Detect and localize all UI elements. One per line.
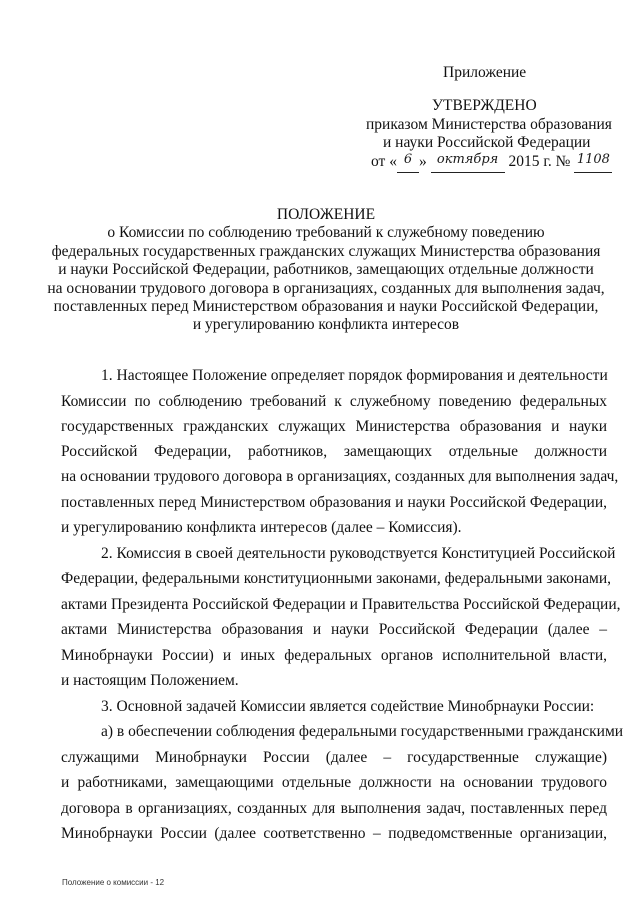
page-footer: Положение о комиссии - 12 bbox=[62, 878, 165, 887]
appendix-label: Приложение bbox=[443, 64, 527, 81]
order-number-handwritten: 1108 bbox=[576, 152, 610, 167]
paragraph-line: и настоящим Положением. bbox=[61, 672, 239, 689]
title-line: поставленных перед Министерством образования и науки Российской Федерации, bbox=[53, 298, 599, 315]
date-year: 2015 г. № bbox=[508, 153, 571, 170]
title-line: федеральных государственных гражданских служащих Министерства образования bbox=[51, 243, 601, 260]
paragraph-line: служащими Минобрнауки России (далее – государственные служащие) bbox=[61, 749, 607, 766]
document-heading: ПОЛОЖЕНИЕ bbox=[276, 206, 376, 223]
paragraph-line: 2. Комиссия в своей деятельности руководствуется Конституцией Российской bbox=[101, 545, 616, 562]
title-line: на основании трудового договора в организациях, созданных для выполнения задач, bbox=[47, 280, 605, 297]
paragraph-line: 1. Настоящее Положение определяет порядок формирования и деятельности bbox=[101, 367, 608, 384]
paragraph-line: 3. Основной задачей Комиссии является содействие Минобрнауки России: bbox=[101, 698, 595, 715]
paragraph-line: поставленных перед Министерством образования и науки Российской Федерации, bbox=[61, 494, 607, 511]
order-line-1: приказом Министерства образования bbox=[366, 116, 612, 133]
paragraph-line: на основании трудового договора в организациях, созданных для выполнения задач, bbox=[61, 468, 619, 485]
paragraph-line: актами Президента Российской Федерации и Правительства Российской Федерации, bbox=[61, 596, 621, 613]
paragraph-line: государственных гражданских служащих Министерства образования и науки bbox=[61, 418, 607, 435]
date-mid: » bbox=[418, 153, 427, 170]
paragraph-line: и урегулированию конфликта интересов (далее – Комиссия). bbox=[61, 519, 462, 536]
paragraph-line: Российской Федерации, работников, замещающих отдельные должности bbox=[61, 443, 607, 460]
paragraph-line: Федерации, федеральными конституционными законами, федеральными законами, bbox=[61, 570, 611, 587]
order-line-2: и науки Российской Федерации bbox=[383, 134, 591, 151]
date-prefix: от « bbox=[371, 153, 397, 170]
paragraph-line: Минобрнауки России (далее соответственно – подведомственные организации, bbox=[61, 825, 607, 842]
approved-label: УТВЕРЖДЕНО bbox=[432, 97, 537, 114]
paragraph-line: а) в обеспечении соблюдения федеральными государственными гражданскими bbox=[101, 723, 624, 740]
paragraph-line: Минобрнауки России) и иных федеральных органов исполнительной власти, bbox=[61, 647, 607, 664]
title-line: и урегулированию конфликта интересов bbox=[192, 316, 460, 333]
title-line: о Комиссии по соблюдению требований к служебному поведению bbox=[107, 224, 545, 241]
title-line: и науки Российской Федерации, работников, замещающих отдельные должности bbox=[58, 261, 594, 278]
paragraph-line: актами Министерства образования и науки Российской Федерации (далее – bbox=[61, 621, 607, 638]
order-date-line bbox=[371, 153, 612, 173]
paragraph-line: и работниками, замещающими отдельные должности на основании трудового bbox=[61, 774, 607, 791]
paragraph-line: договора в организациях, созданных для выполнения задач, поставленных перед bbox=[61, 800, 607, 817]
date-day-handwritten: 6 bbox=[403, 152, 413, 167]
paragraph-line: Комиссии по соблюдению требований к служебному поведению федеральных bbox=[61, 393, 607, 410]
date-month-handwritten: октября bbox=[436, 152, 499, 167]
